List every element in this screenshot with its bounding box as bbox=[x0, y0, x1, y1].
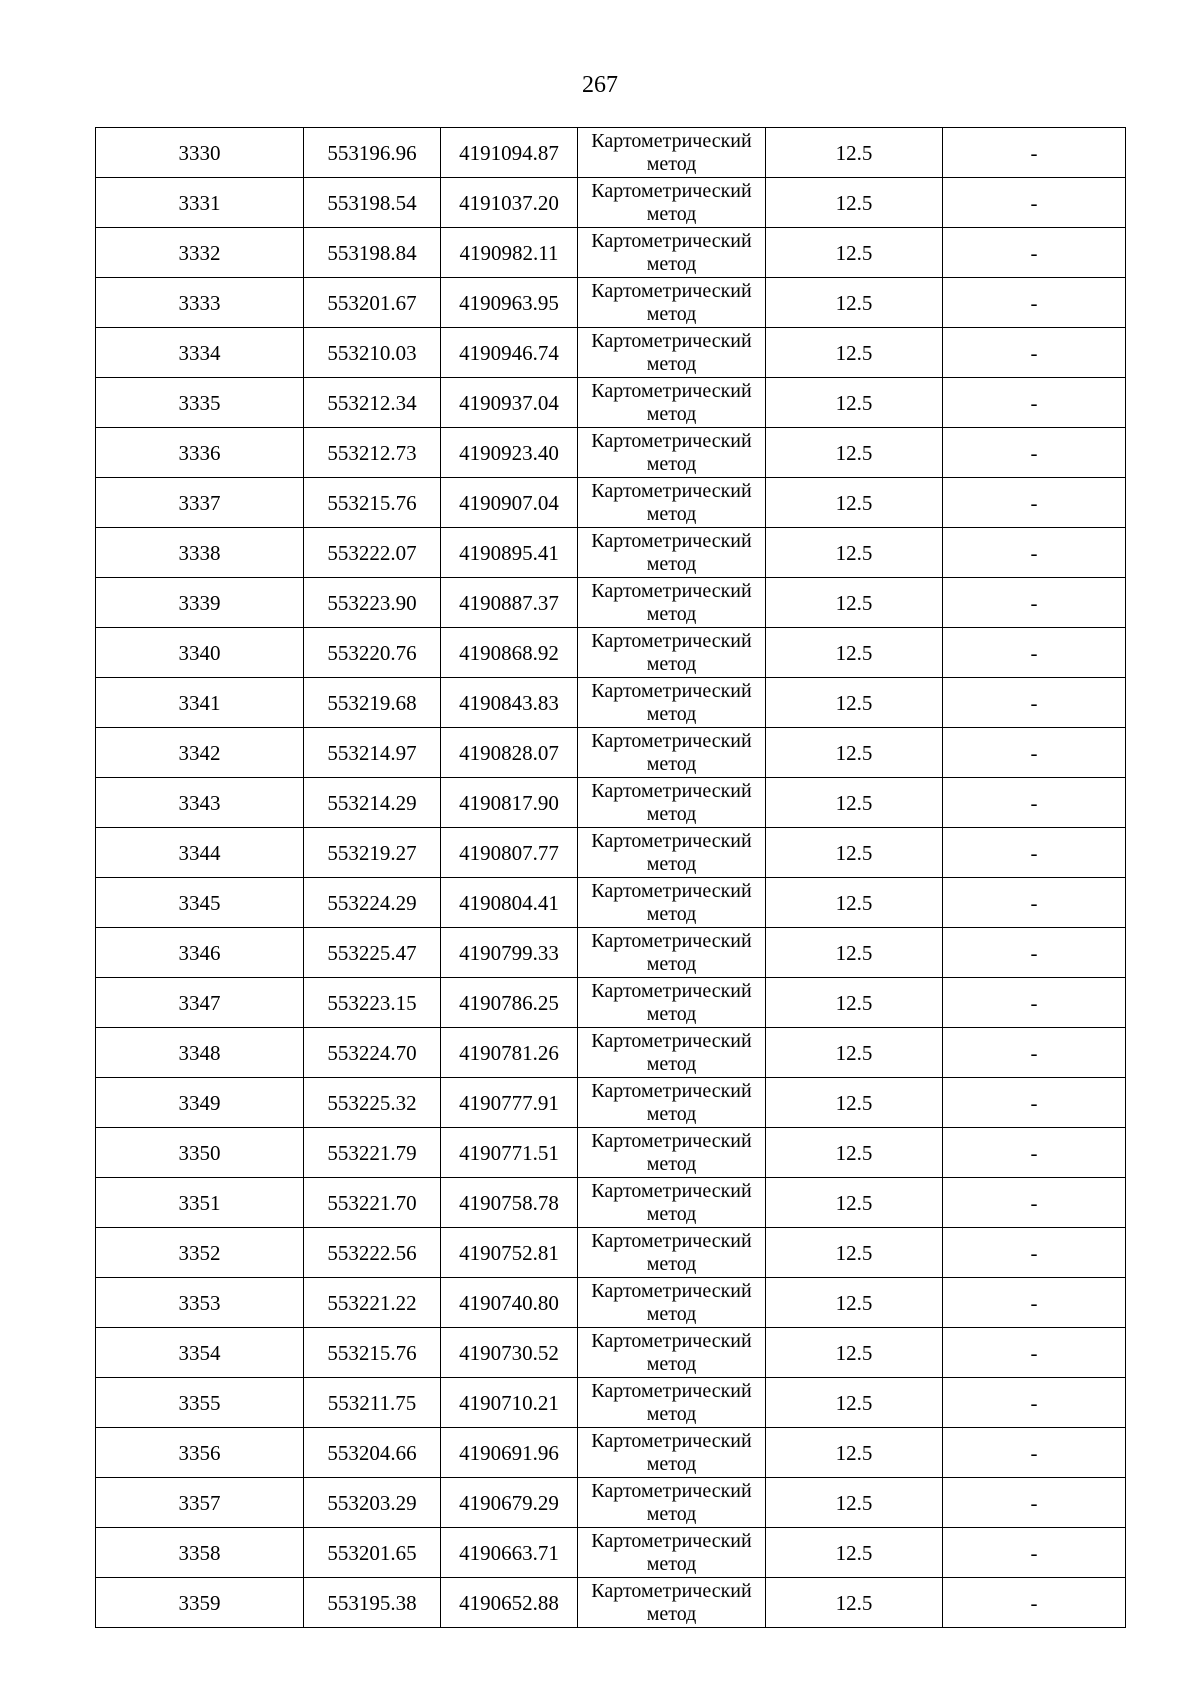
method-line-2: метод bbox=[646, 1002, 697, 1025]
x-coordinate-cell: 553220.76 bbox=[304, 628, 441, 678]
method-line-2: метод bbox=[646, 202, 697, 225]
method-line-1: Картометрический bbox=[591, 479, 752, 502]
table-row bbox=[96, 578, 1126, 628]
y-coordinate-cell: 4190786.25 bbox=[441, 978, 578, 1028]
point-number-cell: 3342 bbox=[96, 728, 304, 778]
table-row bbox=[96, 678, 1126, 728]
y-coordinate-cell: 4190758.78 bbox=[441, 1178, 578, 1228]
accuracy-cell: 12.5 bbox=[766, 878, 943, 928]
x-coordinate-cell: 553221.22 bbox=[304, 1278, 441, 1328]
method-cell bbox=[578, 1228, 766, 1278]
table-row bbox=[96, 1528, 1126, 1578]
y-coordinate-cell: 4190946.74 bbox=[441, 328, 578, 378]
y-coordinate-cell: 4190807.77 bbox=[441, 828, 578, 878]
method-line-1: Картометрический bbox=[591, 979, 752, 1002]
note-cell: - bbox=[943, 928, 1126, 978]
method-line-2: метод bbox=[646, 702, 697, 725]
method-cell bbox=[578, 1378, 766, 1428]
accuracy-cell: 12.5 bbox=[766, 178, 943, 228]
table-row bbox=[96, 378, 1126, 428]
point-number-cell: 3341 bbox=[96, 678, 304, 728]
method-line-1: Картометрический bbox=[591, 1179, 752, 1202]
accuracy-cell: 12.5 bbox=[766, 478, 943, 528]
method-line-1: Картометрический bbox=[591, 379, 752, 402]
method-cell bbox=[578, 678, 766, 728]
point-number-cell: 3352 bbox=[96, 1228, 304, 1278]
note-cell: - bbox=[943, 1228, 1126, 1278]
method-line-2: метод bbox=[646, 802, 697, 825]
accuracy-cell: 12.5 bbox=[766, 228, 943, 278]
point-number-cell: 3349 bbox=[96, 1078, 304, 1128]
y-coordinate-cell: 4190828.07 bbox=[441, 728, 578, 778]
method-line-1: Картометрический bbox=[591, 1129, 752, 1152]
method-line-1: Картометрический bbox=[591, 1379, 752, 1402]
method-line-1: Картометрический bbox=[591, 1479, 752, 1502]
y-coordinate-cell: 4190710.21 bbox=[441, 1378, 578, 1428]
y-coordinate-cell: 4190963.95 bbox=[441, 278, 578, 328]
y-coordinate-cell: 4190887.37 bbox=[441, 578, 578, 628]
method-line-2: метод bbox=[646, 502, 697, 525]
x-coordinate-cell: 553222.56 bbox=[304, 1228, 441, 1278]
note-cell: - bbox=[943, 128, 1126, 178]
method-line-1: Картометрический bbox=[591, 129, 752, 152]
point-number-cell: 3355 bbox=[96, 1378, 304, 1428]
accuracy-cell: 12.5 bbox=[766, 1578, 943, 1628]
point-number-cell: 3339 bbox=[96, 578, 304, 628]
method-line-1: Картометрический bbox=[591, 279, 752, 302]
accuracy-cell: 12.5 bbox=[766, 678, 943, 728]
x-coordinate-cell: 553224.29 bbox=[304, 878, 441, 928]
method-cell bbox=[578, 1278, 766, 1328]
accuracy-cell: 12.5 bbox=[766, 1228, 943, 1278]
point-number-cell: 3344 bbox=[96, 828, 304, 878]
method-line-2: метод bbox=[646, 1402, 697, 1425]
note-cell: - bbox=[943, 528, 1126, 578]
method-line-2: метод bbox=[646, 1552, 697, 1575]
point-number-cell: 3353 bbox=[96, 1278, 304, 1328]
x-coordinate-cell: 553204.66 bbox=[304, 1428, 441, 1478]
accuracy-cell: 12.5 bbox=[766, 1128, 943, 1178]
point-number-cell: 3335 bbox=[96, 378, 304, 428]
x-coordinate-cell: 553215.76 bbox=[304, 1328, 441, 1378]
y-coordinate-cell: 4191094.87 bbox=[441, 128, 578, 178]
note-cell: - bbox=[943, 728, 1126, 778]
point-number-cell: 3354 bbox=[96, 1328, 304, 1378]
note-cell: - bbox=[943, 778, 1126, 828]
x-coordinate-cell: 553219.68 bbox=[304, 678, 441, 728]
y-coordinate-cell: 4190937.04 bbox=[441, 378, 578, 428]
x-coordinate-cell: 553221.79 bbox=[304, 1128, 441, 1178]
point-number-cell: 3359 bbox=[96, 1578, 304, 1628]
method-cell bbox=[578, 128, 766, 178]
method-cell bbox=[578, 828, 766, 878]
method-cell bbox=[578, 1128, 766, 1178]
accuracy-cell: 12.5 bbox=[766, 528, 943, 578]
method-line-1: Картометрический bbox=[591, 529, 752, 552]
note-cell: - bbox=[943, 578, 1126, 628]
accuracy-cell: 12.5 bbox=[766, 978, 943, 1028]
accuracy-cell: 12.5 bbox=[766, 378, 943, 428]
method-line-2: метод bbox=[646, 552, 697, 575]
method-line-2: метод bbox=[646, 302, 697, 325]
method-cell bbox=[578, 1328, 766, 1378]
y-coordinate-cell: 4190740.80 bbox=[441, 1278, 578, 1328]
accuracy-cell: 12.5 bbox=[766, 628, 943, 678]
y-coordinate-cell: 4190679.29 bbox=[441, 1478, 578, 1528]
method-cell bbox=[578, 178, 766, 228]
method-cell bbox=[578, 478, 766, 528]
x-coordinate-cell: 553222.07 bbox=[304, 528, 441, 578]
note-cell: - bbox=[943, 1428, 1126, 1478]
table-row bbox=[96, 278, 1126, 328]
method-line-2: метод bbox=[646, 1152, 697, 1175]
method-cell bbox=[578, 1528, 766, 1578]
accuracy-cell: 12.5 bbox=[766, 828, 943, 878]
x-coordinate-cell: 553225.47 bbox=[304, 928, 441, 978]
method-cell bbox=[578, 428, 766, 478]
note-cell: - bbox=[943, 1528, 1126, 1578]
point-number-cell: 3330 bbox=[96, 128, 304, 178]
method-line-2: метод bbox=[646, 402, 697, 425]
method-cell bbox=[578, 278, 766, 328]
note-cell: - bbox=[943, 478, 1126, 528]
method-line-2: метод bbox=[646, 1202, 697, 1225]
method-line-2: метод bbox=[646, 902, 697, 925]
point-number-cell: 3358 bbox=[96, 1528, 304, 1578]
note-cell: - bbox=[943, 1278, 1126, 1328]
table-row bbox=[96, 878, 1126, 928]
point-number-cell: 3337 bbox=[96, 478, 304, 528]
accuracy-cell: 12.5 bbox=[766, 1328, 943, 1378]
table-row bbox=[96, 1028, 1126, 1078]
x-coordinate-cell: 553210.03 bbox=[304, 328, 441, 378]
method-cell bbox=[578, 928, 766, 978]
x-coordinate-cell: 553198.54 bbox=[304, 178, 441, 228]
method-line-1: Картометрический bbox=[591, 629, 752, 652]
x-coordinate-cell: 553198.84 bbox=[304, 228, 441, 278]
table-row bbox=[96, 528, 1126, 578]
table-row bbox=[96, 228, 1126, 278]
accuracy-cell: 12.5 bbox=[766, 1078, 943, 1128]
point-number-cell: 3333 bbox=[96, 278, 304, 328]
y-coordinate-cell: 4190752.81 bbox=[441, 1228, 578, 1278]
method-line-1: Картометрический bbox=[591, 329, 752, 352]
x-coordinate-cell: 553225.32 bbox=[304, 1078, 441, 1128]
table-row bbox=[96, 828, 1126, 878]
y-coordinate-cell: 4190730.52 bbox=[441, 1328, 578, 1378]
method-cell bbox=[578, 978, 766, 1028]
method-cell bbox=[578, 628, 766, 678]
table-row bbox=[96, 1228, 1126, 1278]
y-coordinate-cell: 4190663.71 bbox=[441, 1528, 578, 1578]
note-cell: - bbox=[943, 1378, 1126, 1428]
method-cell bbox=[578, 378, 766, 428]
method-cell bbox=[578, 1178, 766, 1228]
method-cell bbox=[578, 1428, 766, 1478]
method-line-1: Картометрический bbox=[591, 579, 752, 602]
method-line-1: Картометрический bbox=[591, 1279, 752, 1302]
note-cell: - bbox=[943, 378, 1126, 428]
table-row bbox=[96, 328, 1126, 378]
point-number-cell: 3347 bbox=[96, 978, 304, 1028]
table-row bbox=[96, 128, 1126, 178]
y-coordinate-cell: 4190923.40 bbox=[441, 428, 578, 478]
accuracy-cell: 12.5 bbox=[766, 778, 943, 828]
note-cell: - bbox=[943, 1028, 1126, 1078]
method-cell bbox=[578, 1578, 766, 1628]
y-coordinate-cell: 4190895.41 bbox=[441, 528, 578, 578]
point-number-cell: 3351 bbox=[96, 1178, 304, 1228]
point-number-cell: 3343 bbox=[96, 778, 304, 828]
point-number-cell: 3331 bbox=[96, 178, 304, 228]
table-row bbox=[96, 1428, 1126, 1478]
method-line-2: метод bbox=[646, 152, 697, 175]
method-line-2: метод bbox=[646, 1602, 697, 1625]
table-row bbox=[96, 428, 1126, 478]
method-line-2: метод bbox=[646, 752, 697, 775]
table-row bbox=[96, 1278, 1126, 1328]
table-row bbox=[96, 1378, 1126, 1428]
note-cell: - bbox=[943, 328, 1126, 378]
method-cell bbox=[578, 578, 766, 628]
x-coordinate-cell: 553214.29 bbox=[304, 778, 441, 828]
x-coordinate-cell: 553201.65 bbox=[304, 1528, 441, 1578]
accuracy-cell: 12.5 bbox=[766, 728, 943, 778]
method-cell bbox=[578, 528, 766, 578]
method-line-1: Картометрический bbox=[591, 829, 752, 852]
method-line-1: Картометрический bbox=[591, 1329, 752, 1352]
y-coordinate-cell: 4190907.04 bbox=[441, 478, 578, 528]
method-line-2: метод bbox=[646, 952, 697, 975]
method-line-2: метод bbox=[646, 1452, 697, 1475]
note-cell: - bbox=[943, 1078, 1126, 1128]
accuracy-cell: 12.5 bbox=[766, 1278, 943, 1328]
method-line-1: Картометрический bbox=[591, 179, 752, 202]
method-cell bbox=[578, 1478, 766, 1528]
method-line-1: Картометрический bbox=[591, 879, 752, 902]
table-row bbox=[96, 178, 1126, 228]
y-coordinate-cell: 4190817.90 bbox=[441, 778, 578, 828]
accuracy-cell: 12.5 bbox=[766, 1028, 943, 1078]
y-coordinate-cell: 4190843.83 bbox=[441, 678, 578, 728]
x-coordinate-cell: 553221.70 bbox=[304, 1178, 441, 1228]
note-cell: - bbox=[943, 1328, 1126, 1378]
x-coordinate-cell: 553215.76 bbox=[304, 478, 441, 528]
method-cell bbox=[578, 878, 766, 928]
method-line-1: Картометрический bbox=[591, 1529, 752, 1552]
point-number-cell: 3346 bbox=[96, 928, 304, 978]
x-coordinate-cell: 553195.38 bbox=[304, 1578, 441, 1628]
point-number-cell: 3356 bbox=[96, 1428, 304, 1478]
table-row bbox=[96, 928, 1126, 978]
method-line-1: Картометрический bbox=[591, 429, 752, 452]
table-row bbox=[96, 1578, 1126, 1628]
y-coordinate-cell: 4190652.88 bbox=[441, 1578, 578, 1628]
y-coordinate-cell: 4190868.92 bbox=[441, 628, 578, 678]
method-line-2: метод bbox=[646, 852, 697, 875]
method-cell bbox=[578, 778, 766, 828]
coordinates-table bbox=[95, 127, 1126, 1628]
method-cell bbox=[578, 328, 766, 378]
point-number-cell: 3350 bbox=[96, 1128, 304, 1178]
accuracy-cell: 12.5 bbox=[766, 928, 943, 978]
coordinates-table-body bbox=[96, 128, 1126, 1628]
y-coordinate-cell: 4190804.41 bbox=[441, 878, 578, 928]
method-line-1: Картометрический bbox=[591, 1079, 752, 1102]
point-number-cell: 3345 bbox=[96, 878, 304, 928]
point-number-cell: 3338 bbox=[96, 528, 304, 578]
note-cell: - bbox=[943, 178, 1126, 228]
method-line-2: метод bbox=[646, 1052, 697, 1075]
x-coordinate-cell: 553203.29 bbox=[304, 1478, 441, 1528]
method-line-1: Картометрический bbox=[591, 1229, 752, 1252]
note-cell: - bbox=[943, 228, 1126, 278]
method-line-2: метод bbox=[646, 1252, 697, 1275]
method-cell bbox=[578, 1028, 766, 1078]
y-coordinate-cell: 4190799.33 bbox=[441, 928, 578, 978]
accuracy-cell: 12.5 bbox=[766, 1178, 943, 1228]
table-row bbox=[96, 628, 1126, 678]
accuracy-cell: 12.5 bbox=[766, 128, 943, 178]
method-line-1: Картометрический bbox=[591, 779, 752, 802]
method-line-2: метод bbox=[646, 452, 697, 475]
method-line-2: метод bbox=[646, 252, 697, 275]
table-row bbox=[96, 1078, 1126, 1128]
method-line-1: Картометрический bbox=[591, 1429, 752, 1452]
method-line-2: метод bbox=[646, 352, 697, 375]
method-line-2: метод bbox=[646, 652, 697, 675]
x-coordinate-cell: 553212.34 bbox=[304, 378, 441, 428]
note-cell: - bbox=[943, 828, 1126, 878]
note-cell: - bbox=[943, 1128, 1126, 1178]
note-cell: - bbox=[943, 1478, 1126, 1528]
note-cell: - bbox=[943, 628, 1126, 678]
x-coordinate-cell: 553196.96 bbox=[304, 128, 441, 178]
note-cell: - bbox=[943, 428, 1126, 478]
method-line-1: Картометрический bbox=[591, 679, 752, 702]
x-coordinate-cell: 553214.97 bbox=[304, 728, 441, 778]
method-line-1: Картометрический bbox=[591, 1029, 752, 1052]
method-cell bbox=[578, 728, 766, 778]
table-row bbox=[96, 778, 1126, 828]
table-row bbox=[96, 1128, 1126, 1178]
y-coordinate-cell: 4190771.51 bbox=[441, 1128, 578, 1178]
x-coordinate-cell: 553224.70 bbox=[304, 1028, 441, 1078]
note-cell: - bbox=[943, 878, 1126, 928]
method-line-1: Картометрический bbox=[591, 729, 752, 752]
y-coordinate-cell: 4190781.26 bbox=[441, 1028, 578, 1078]
x-coordinate-cell: 553219.27 bbox=[304, 828, 441, 878]
x-coordinate-cell: 553201.67 bbox=[304, 278, 441, 328]
table-row bbox=[96, 728, 1126, 778]
method-line-2: метод bbox=[646, 1352, 697, 1375]
y-coordinate-cell: 4191037.20 bbox=[441, 178, 578, 228]
method-line-1: Картометрический bbox=[591, 229, 752, 252]
note-cell: - bbox=[943, 278, 1126, 328]
table-row bbox=[96, 1328, 1126, 1378]
accuracy-cell: 12.5 bbox=[766, 1528, 943, 1578]
accuracy-cell: 12.5 bbox=[766, 328, 943, 378]
method-cell bbox=[578, 228, 766, 278]
table-row bbox=[96, 1178, 1126, 1228]
point-number-cell: 3348 bbox=[96, 1028, 304, 1078]
y-coordinate-cell: 4190777.91 bbox=[441, 1078, 578, 1128]
method-line-1: Картометрический bbox=[591, 1579, 752, 1602]
accuracy-cell: 12.5 bbox=[766, 578, 943, 628]
x-coordinate-cell: 553223.15 bbox=[304, 978, 441, 1028]
note-cell: - bbox=[943, 1178, 1126, 1228]
note-cell: - bbox=[943, 1578, 1126, 1628]
accuracy-cell: 12.5 bbox=[766, 278, 943, 328]
point-number-cell: 3334 bbox=[96, 328, 304, 378]
point-number-cell: 3332 bbox=[96, 228, 304, 278]
table-row bbox=[96, 978, 1126, 1028]
x-coordinate-cell: 553212.73 bbox=[304, 428, 441, 478]
note-cell: - bbox=[943, 978, 1126, 1028]
accuracy-cell: 12.5 bbox=[766, 1428, 943, 1478]
y-coordinate-cell: 4190982.11 bbox=[441, 228, 578, 278]
x-coordinate-cell: 553223.90 bbox=[304, 578, 441, 628]
point-number-cell: 3357 bbox=[96, 1478, 304, 1528]
accuracy-cell: 12.5 bbox=[766, 1378, 943, 1428]
accuracy-cell: 12.5 bbox=[766, 428, 943, 478]
method-line-1: Картометрический bbox=[591, 929, 752, 952]
method-line-2: метод bbox=[646, 1502, 697, 1525]
accuracy-cell: 12.5 bbox=[766, 1478, 943, 1528]
method-line-2: метод bbox=[646, 1302, 697, 1325]
table-row bbox=[96, 1478, 1126, 1528]
y-coordinate-cell: 4190691.96 bbox=[441, 1428, 578, 1478]
page-number: 267 bbox=[582, 72, 618, 98]
table-row bbox=[96, 478, 1126, 528]
note-cell: - bbox=[943, 678, 1126, 728]
method-line-2: метод bbox=[646, 1102, 697, 1125]
method-cell bbox=[578, 1078, 766, 1128]
point-number-cell: 3336 bbox=[96, 428, 304, 478]
method-line-2: метод bbox=[646, 602, 697, 625]
point-number-cell: 3340 bbox=[96, 628, 304, 678]
x-coordinate-cell: 553211.75 bbox=[304, 1378, 441, 1428]
